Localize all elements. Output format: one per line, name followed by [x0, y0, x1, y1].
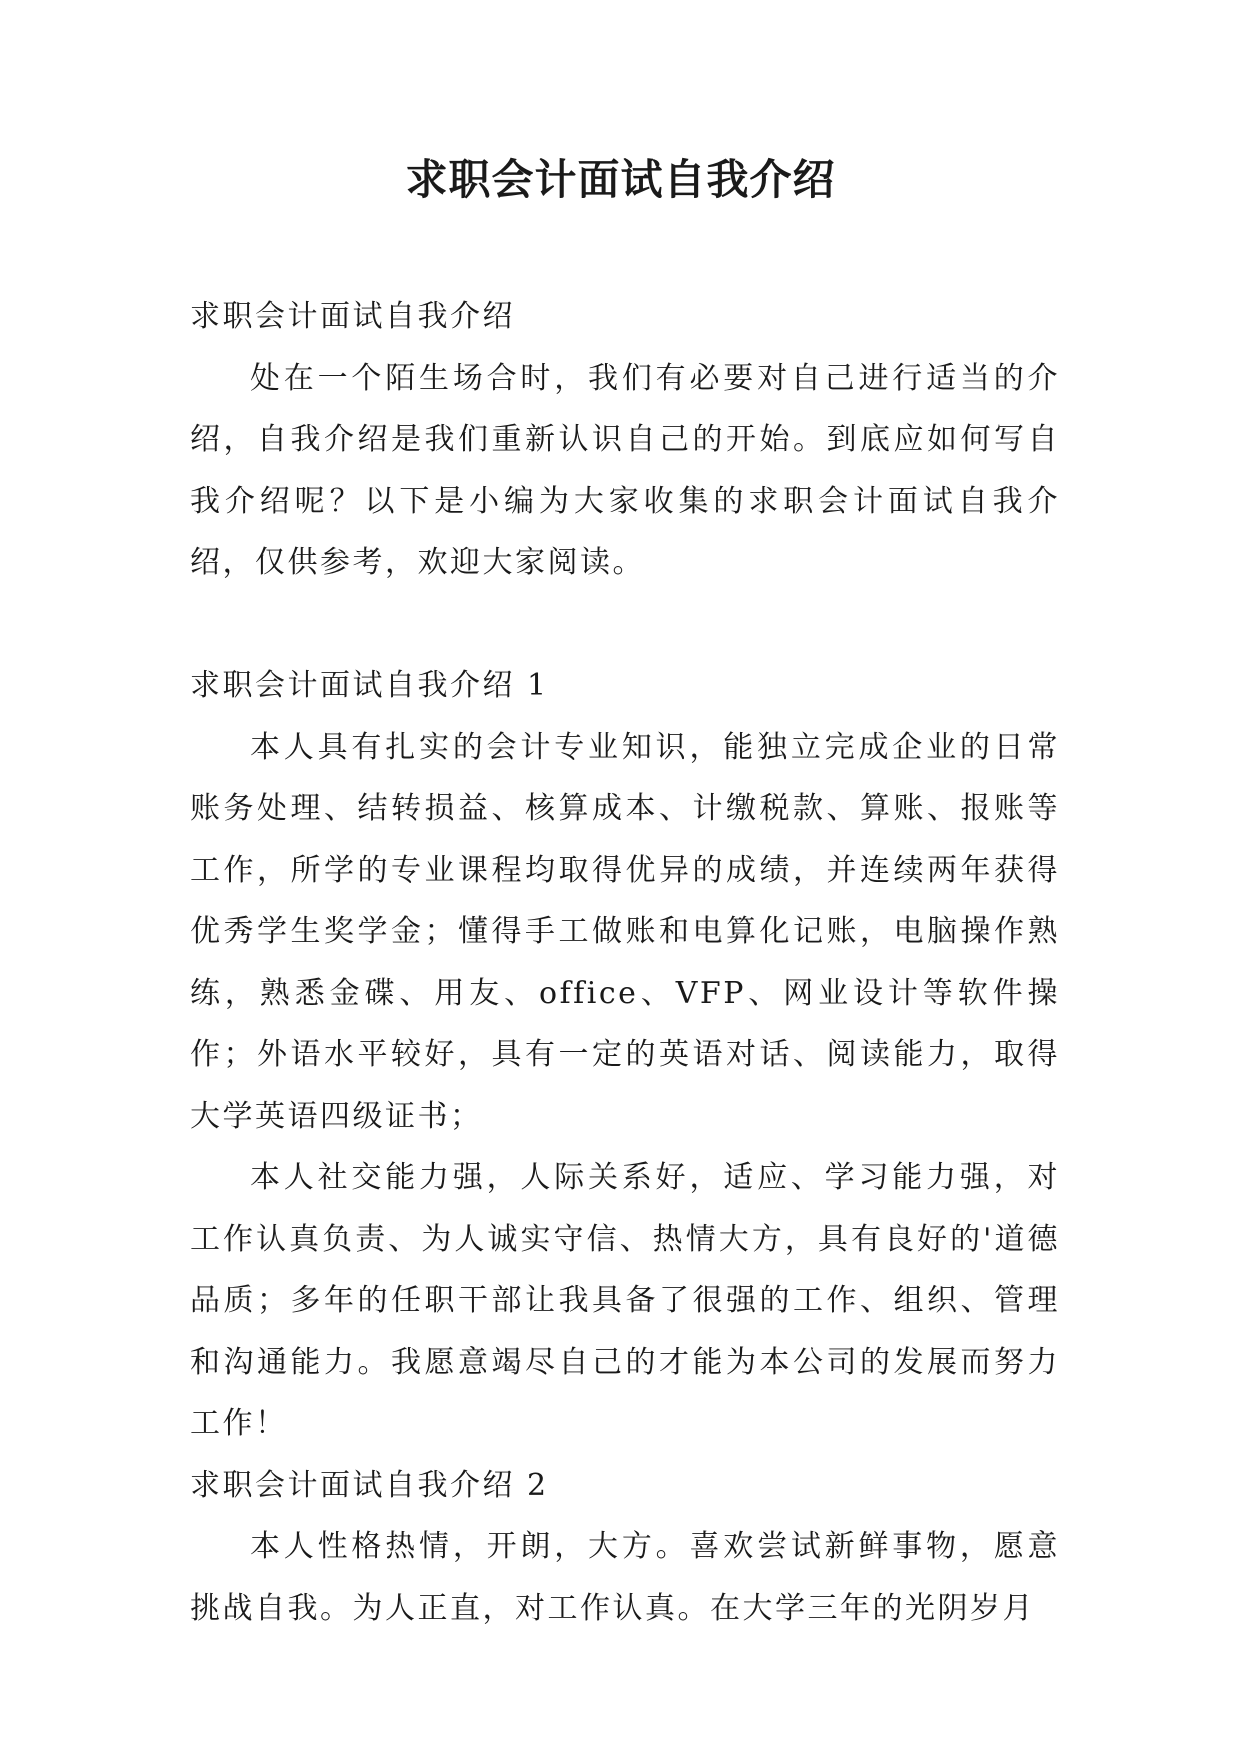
section-2-paragraph-1: 本人性格热情，开朗，大方。喜欢尝试新鲜事物，愿意挑战自我。为人正直，对工作认真。在大学三年的光阴岁月 [190, 1529, 1060, 1626]
section-heading-1: 求职会计面试自我介绍 1 [190, 668, 549, 703]
document-title: 求职会计面试自我介绍 [405, 155, 836, 204]
document-body [190, 286, 1060, 1639]
section-1-paragraph-1: 本人具有扎实的会计专业知识，能独立完成企业的日常账务处理、结转损益、核算成本、计缴税款、算账、报账等工作，所学的专业课程均取得优异的成绩，并连续两年获得优秀学生奖学金；懂得手工做账和电算化记账，电脑操作熟练，熟悉金碟、用友、office、VFP、网业设计等软件操作；外语水平较好，具有一定的英语对话、阅读能力，取得大学英语四级证书； [190, 729, 1060, 1134]
section-1-paragraph-2: 本人社交能力强，人际关系好，适应、学习能力强，对工作认真负责、为人诚实守信、热情大方，具有良好的'道德品质；多年的任职干部让我具备了很强的工作、组织、管理和沟通能力。我愿意竭尽自己的才能为本公司的发展而努力工作！ [190, 1160, 1060, 1441]
section-spacer [190, 594, 1060, 656]
section-heading-2: 求职会计面试自我介绍 2 [190, 1467, 549, 1503]
intro-paragraph: 处在一个陌生场合时，我们有必要对自己进行适当的介绍，自我介绍是我们重新认识自己的开始。到底应如何写自我介绍呢？以下是小编为大家收集的求职会计面试自我介绍，仅供参考，欢迎大家阅读。 [190, 360, 1060, 580]
section-heading-intro: 求职会计面试自我介绍 [190, 299, 515, 334]
